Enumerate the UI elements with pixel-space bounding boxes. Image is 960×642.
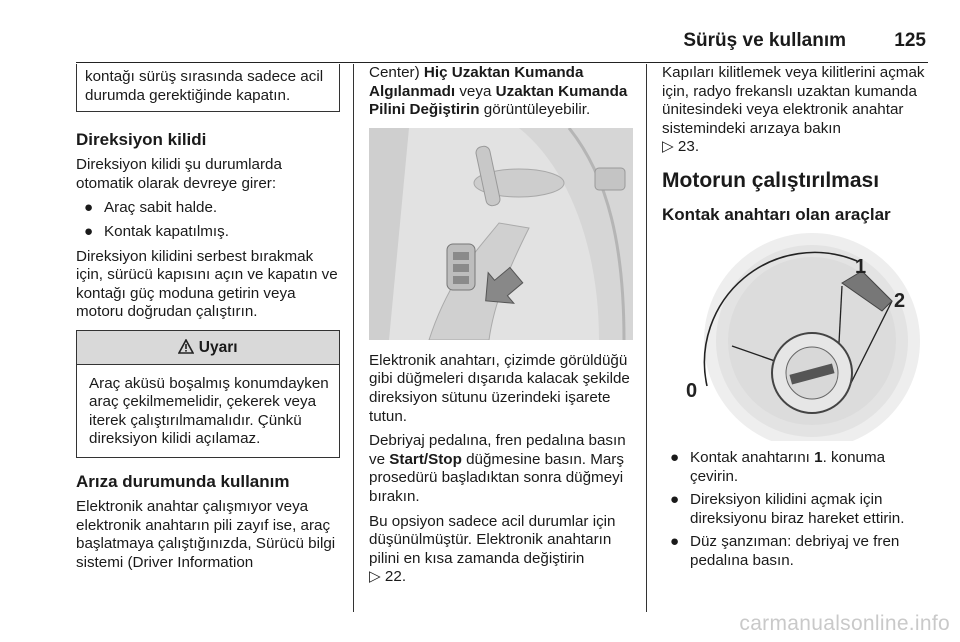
list-item: ● Kontak kapatılmış. xyxy=(84,222,229,240)
ignition-key-subheading: Kontak anahtarı olan araçlar xyxy=(662,204,891,224)
position-label-2: 2 xyxy=(894,289,906,312)
key-fob-holder-illustration xyxy=(369,128,633,340)
position-label-1: 1 xyxy=(855,255,867,278)
page-reference[interactable]: 22. xyxy=(384,568,407,586)
page-reference-icon: ▷ xyxy=(662,138,674,156)
column-2 xyxy=(369,64,633,593)
paragraph: Debriyaj pedalına, fren pedalına basın ve Start/Stop düğmesine basın. Marş prosedürü başladıktan sonra düğmeyi bırakın. xyxy=(369,432,626,505)
steering-lock-list xyxy=(76,199,340,241)
column-divider xyxy=(646,64,647,612)
page-number: 125 xyxy=(894,30,926,51)
position-label-0: 0 xyxy=(686,379,698,402)
paragraph: Bu opsiyon sadece acil durumlar için düşünülmüştür. Elektronik anahtarın pilini en kısa zamanda değiştirin ▷ 22. xyxy=(369,512,616,586)
column-3 xyxy=(662,64,928,577)
page-reference[interactable]: 23. xyxy=(677,138,700,156)
paragraph: Kapıları kilitlemek veya kilitlerini açmak için, radyo frekanslı uzaktan kumanda ünitesindeki veya elektronik anahtar sistemindeki arızaya bakın ▷ 23. xyxy=(662,64,925,156)
watermark: carmanualsonline.info xyxy=(739,612,950,636)
warning-header xyxy=(77,331,339,365)
ignition-switch-diagram xyxy=(662,231,928,441)
page-header xyxy=(40,26,928,56)
page-reference-icon: ▷ xyxy=(369,568,381,586)
warning-triangle-icon xyxy=(178,339,194,354)
list-item: ● Kontak anahtarını 1. konuma çevirin. xyxy=(670,448,886,485)
continued-box xyxy=(76,64,340,112)
column-1 xyxy=(76,64,340,578)
steering-lock-intro: Direksiyon kilidi şu durumlarda otomatik olarak devreye girer: xyxy=(76,156,282,192)
steering-lock-heading: Direksiyon kilidi xyxy=(76,130,207,150)
warning-title: Uyarı xyxy=(198,338,238,356)
paragraph: Center) Hiç Uzaktan Kumanda Algılanmadı veya Uzaktan Kumanda Pilini Değiştirin görüntüleyebilir. xyxy=(369,64,628,119)
list-item: ● Araç sabit halde. xyxy=(84,199,218,217)
warning-body: Araç aküsü boşalmış konumdayken araç çekilmemelidir, çekerek veya iterek çalıştırılmamalıdır. Çünkü direksiyon kilidi açılamaz. xyxy=(89,374,329,448)
engine-start-heading: Motorun çalıştırılması xyxy=(662,168,880,192)
section-title: Sürüş ve kullanım xyxy=(683,30,846,51)
list-item: ● Direksiyon kilidini açmak için direksiyonu biraz hareket ettirin. xyxy=(670,491,905,527)
steering-lock-release-text: Direksiyon kilidini serbest bırakmak için, sürücü kapısını açın ve kapatın ve kontağı güç moduna getirin veya motoru doğrudan çalıştırın. xyxy=(76,247,338,321)
paragraph: Elektronik anahtarı, çizimde görüldüğü gibi düğmeleri dışarıda kalacak şekilde direksiyon sütunu üzerindeki işarete tutun. xyxy=(369,351,630,425)
warning-box xyxy=(76,330,340,458)
list-item: ● Düz şanzıman: debriyaj ve fren pedalına basın. xyxy=(670,533,900,569)
engine-start-steps xyxy=(662,449,928,571)
continued-box-text: kontağı sürüş sırasında sadece acil durumda gerektiğinde kapatın. xyxy=(85,68,324,104)
header-rule xyxy=(76,62,928,63)
column-divider xyxy=(353,64,354,612)
fault-text: Elektronik anahtar çalışmıyor veya elektronik anahtarın pili zayıf ise, araç başlatmaya çalıştığınızda, Sürücü bilgi sistemi (Driver Information xyxy=(76,497,336,571)
fault-heading: Arıza durumunda kullanım xyxy=(76,471,290,491)
